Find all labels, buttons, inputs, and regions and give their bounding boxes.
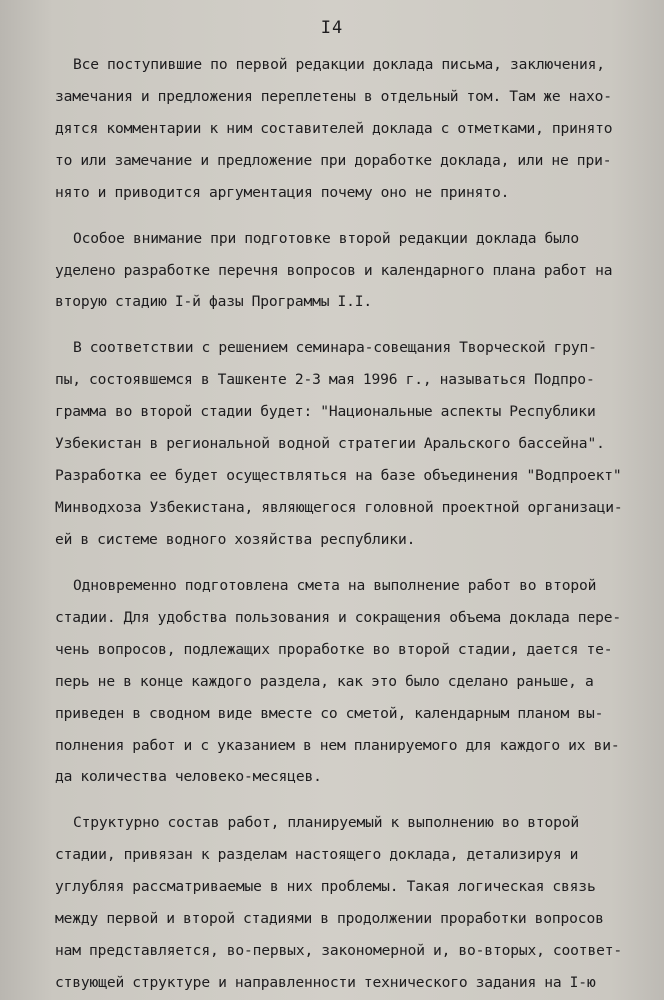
text-line: нято и приводится аргументация почему оно не принято.	[55, 183, 510, 201]
text-line: то или замечание и предложение при доработке доклада, или не при-	[55, 151, 612, 169]
page-number: I4	[320, 18, 344, 38]
text-line: Разработка ее будет осуществляться на базе объединения "Водпроект"	[55, 467, 622, 485]
text-line: уделено разработке перечня вопросов и календарного плана работ на	[55, 261, 613, 279]
text-line: замечания и предложения переплетены в отдельный том. Там же нахо-	[55, 87, 612, 105]
text-line: дятся комментарии к ним составителей доклада с отметками, принято	[55, 119, 613, 137]
text-line: пы, состоявшемся в Ташкенте 2-3 мая 1996 г., называться Подпро-	[55, 371, 595, 389]
text-line: В соответствии с решением семинара-совещания Творческой груп-	[73, 339, 597, 357]
text-line: чень вопросов, подлежащих проработке во второй стадии, дается те-	[55, 640, 613, 658]
text-line: вторую стадию I-й фазы Программы I.I.	[55, 293, 373, 311]
text-line: между первой и второй стадиями в продолжении проработки вопросов	[55, 910, 604, 928]
text-line: нам представляется, во-первых, закономерной и, во-вторых, соответ-	[55, 942, 622, 960]
text-line: грамма во второй стадии будет: "Национальные аспекты Республики	[55, 403, 596, 421]
text-line: да количества человеко-месяцев.	[55, 768, 322, 786]
text-line: углубляя рассматриваемые в них проблемы. Такая логическая связь	[55, 878, 596, 896]
text-line: Минводхоза Узбекистана, являющегося головной проектной организаци-	[55, 499, 623, 517]
text-line: перь не в конце каждого раздела, как это было сделано раньше, а	[55, 672, 594, 690]
text-line: ствующей структуре и направленности технического задания на I-ю	[55, 974, 596, 992]
text-line: Структурно состав работ, планируемый к выполнению во второй	[73, 814, 580, 832]
text-line: стадии. Для удобства пользования и сокращения объема доклада пере-	[55, 608, 621, 626]
text-line: стадии, привязан к разделам настоящего доклада, детализируя и	[55, 846, 579, 864]
text-line: ей в системе водного хозяйства республики.	[55, 530, 416, 548]
text-line: Одновременно подготовлена смета на выполнение работ во второй	[73, 576, 597, 594]
text-line: Особое внимание при подготовке второй редакции доклада было	[73, 229, 580, 247]
text-line: Узбекистан в региональной водной стратегии Аральского бассейна".	[55, 435, 605, 453]
text-line: Все поступившие по первой редакции доклада письма, заключения,	[73, 56, 605, 73]
text-line: приведен в сводном виде вместе со сметой, календарным планом вы-	[55, 704, 604, 722]
text-line: полнения работ и с указанием в нем планируемого для каждого их ви-	[55, 736, 620, 754]
